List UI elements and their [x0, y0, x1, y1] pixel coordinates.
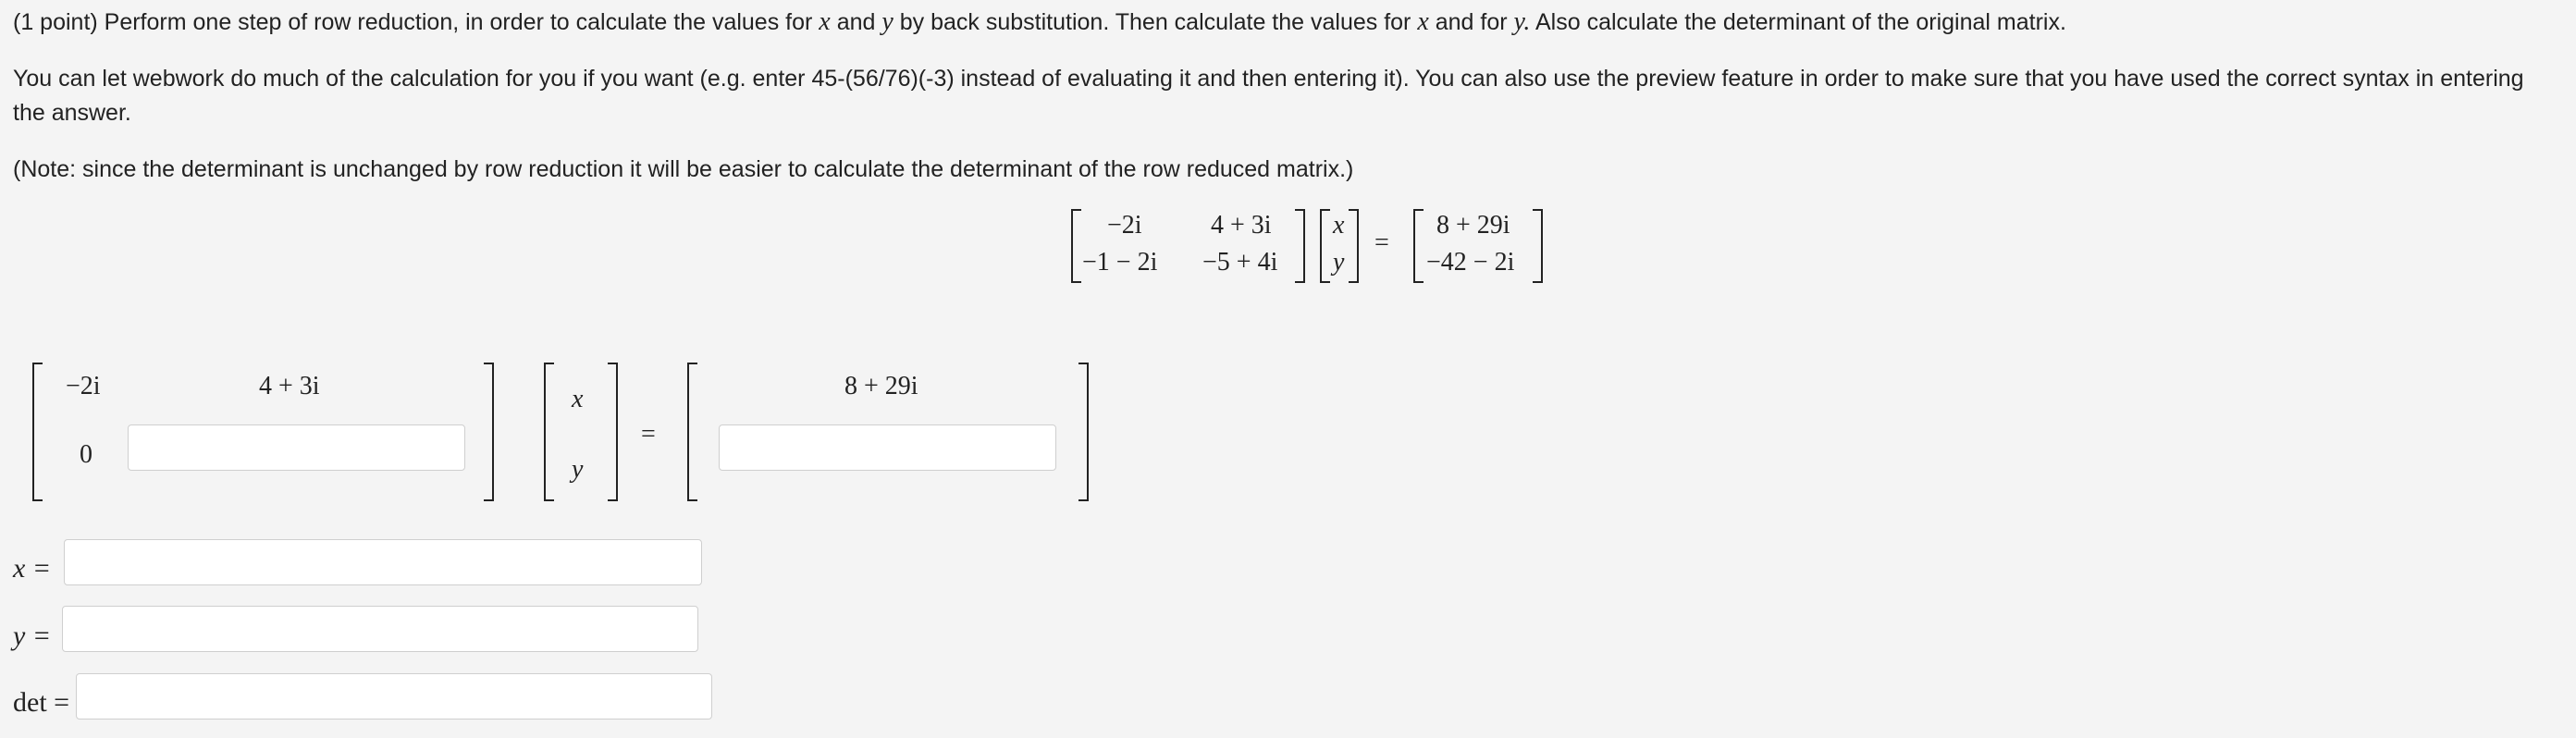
webwork-hint-line2: the answer. [13, 100, 131, 126]
reduced-a21: 0 [80, 440, 92, 469]
orig-equals-sign: = [1374, 228, 1389, 257]
determinant-note: (Note: since the determinant is unchanged by row reduction it will be easier to calculate the determinant of the row reduced matrix.) [13, 156, 1354, 182]
reduced-a11: −2i [66, 372, 101, 400]
reduced-matrix-right-bracket [484, 363, 494, 501]
y-answer-input[interactable] [62, 606, 698, 652]
reduced-var-x: x [572, 385, 584, 413]
intro-and-for: and for [1435, 9, 1508, 35]
reduced-vector-left-bracket [544, 363, 554, 501]
reduced-matrix-left-bracket [32, 363, 43, 501]
det-label-text: det = [13, 687, 70, 718]
webwork-hint-line1: You can let webwork do much of the calculation for you if you want (e.g. enter 45-(56/76)(-3) instead of evaluating it and then entering it). You can also use the preview feature in order to make sure that you have used the correct syntax in entering [13, 66, 2524, 92]
orig-a11: −2i [1107, 211, 1142, 240]
reduced-rhs-left-bracket [687, 363, 697, 501]
reduced-equals-sign: = [641, 420, 656, 449]
problem-intro [13, 6, 2066, 39]
x-answer-input[interactable] [64, 539, 702, 585]
original-rhs-right-bracket [1533, 209, 1543, 283]
original-vector-right-bracket [1349, 209, 1359, 283]
var-x: x [819, 7, 831, 36]
orig-var-x: x [1333, 211, 1345, 240]
intro-and: and [836, 9, 876, 35]
x-label-text: x = [13, 553, 52, 584]
y-label-text: y = [13, 621, 52, 651]
reduced-var-y: y [572, 455, 584, 484]
orig-var-y: y [1333, 248, 1345, 277]
orig-a21: −1 − 2i [1082, 248, 1158, 277]
intro-text: (1 point) Perform one step of row reduction, in order to calculate the values for [13, 9, 813, 35]
orig-a22: −5 + 4i [1202, 248, 1278, 277]
intro-end: Also calculate the determinant of the original matrix. [1535, 9, 2066, 35]
x-answer-label [13, 553, 51, 584]
original-matrix-right-bracket [1295, 209, 1305, 283]
reduced-b1: 8 + 29i [844, 372, 918, 400]
orig-a12: 4 + 3i [1211, 211, 1272, 240]
reduced-a12: 4 + 3i [259, 372, 320, 400]
det-answer-label [13, 687, 69, 719]
reduced-rhs-right-bracket [1078, 363, 1089, 501]
original-vector-left-bracket [1320, 209, 1330, 283]
orig-b2: −42 − 2i [1426, 248, 1515, 277]
orig-b1: 8 + 29i [1436, 211, 1510, 240]
var-y-2: y. [1513, 7, 1531, 36]
reduced-vector-right-bracket [608, 363, 618, 501]
reduced-b2-input[interactable] [719, 424, 1056, 471]
y-answer-label [13, 621, 51, 652]
var-x-2: x [1417, 7, 1429, 36]
var-y: y [881, 7, 894, 36]
intro-mid: by back substitution. Then calculate the values for [899, 9, 1411, 35]
original-rhs-left-bracket [1413, 209, 1424, 283]
reduced-a22-input[interactable] [128, 424, 465, 471]
det-answer-input[interactable] [76, 673, 712, 720]
original-matrix-left-bracket [1071, 209, 1081, 283]
